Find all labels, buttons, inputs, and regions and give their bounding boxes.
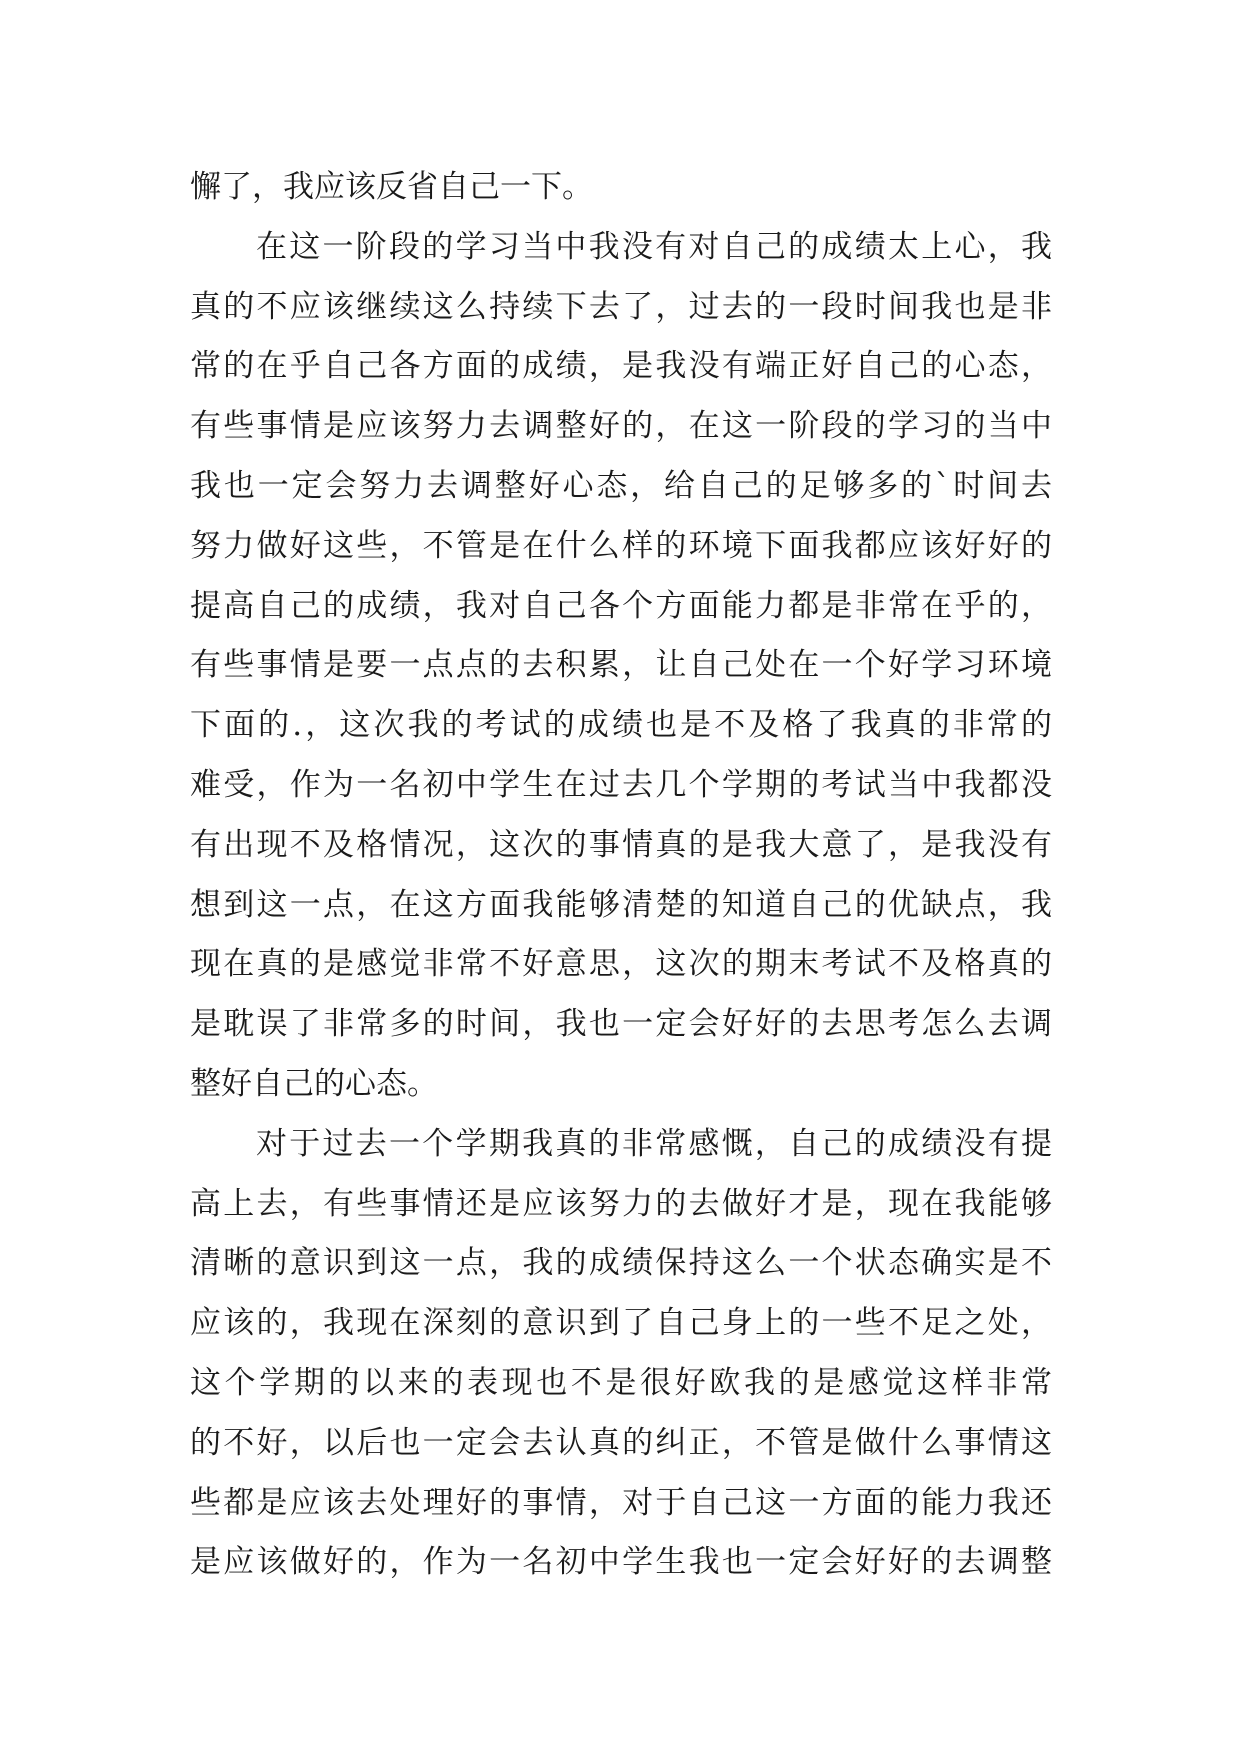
- text-line: 整好自己的心态。: [190, 1065, 438, 1102]
- text-line: 应该的，我现在深刻的意识到了自己身上的一些不足之处，: [190, 1305, 1052, 1342]
- paragraph: [190, 218, 1052, 1115]
- text-line: 下面的.，这次我的考试的成绩也是不及格了我真的非常的: [190, 707, 1052, 744]
- text-line: 常的在乎自己各方面的成绩，是我没有端正好自己的心态，: [190, 348, 1052, 385]
- text-line: 些都是应该去处理好的事情，对于自己这一方面的能力我还: [190, 1484, 1052, 1521]
- text-line: 高上去，有些事情还是应该努力的去做好才是，现在我能够: [190, 1185, 1052, 1222]
- text-line: 真的不应该继续这么持续下去了，过去的一段时间我也是非: [190, 288, 1052, 325]
- text-line: 提高自己的成绩，我对自己各个方面能力都是非常在乎的，: [190, 587, 1052, 624]
- text-line: 我也一定会努力去调整好心态，给自己的足够多的`时间去: [190, 467, 1052, 504]
- text-line: 是耽误了非常多的时间，我也一定会好好的去思考怎么去调: [190, 1006, 1052, 1043]
- paragraph: [190, 1115, 1052, 1593]
- text-line: 难受，作为一名初中学生在过去几个学期的考试当中我都没: [190, 766, 1052, 803]
- text-line: 有些事情是要一点点的去积累，让自己处在一个好学习环境: [190, 647, 1052, 684]
- text-line: 想到这一点，在这方面我能够清楚的知道自己的优缺点，我: [190, 886, 1052, 923]
- text-line: 懈了，我应该反省自己一下。: [190, 169, 593, 205]
- text-line: 努力做好这些，不管是在什么样的环境下面我都应该好好的: [190, 527, 1052, 564]
- text-line: 现在真的是感觉非常不好意思，这次的期末考试不及格真的: [190, 946, 1052, 983]
- text-line: 有些事情是应该努力去调整好的，在这一阶段的学习的当中: [190, 408, 1052, 445]
- text-line: 这个学期的以来的表现也不是很好欧我的是感觉这样非常: [190, 1364, 1052, 1401]
- text-line: 对于过去一个学期我真的非常感慨，自己的成绩没有提: [256, 1125, 1052, 1162]
- text-line: 清晰的意识到这一点，我的成绩保持这么一个状态确实是不: [190, 1245, 1052, 1282]
- text-line: 的不好，以后也一定会去认真的纠正，不管是做什么事情这: [190, 1424, 1052, 1461]
- text-line: 有出现不及格情况，这次的事情真的是我大意了，是我没有: [190, 826, 1052, 863]
- paragraph: [190, 158, 1052, 218]
- text-line: 是应该做好的，作为一名初中学生我也一定会好好的去调整: [190, 1544, 1052, 1581]
- document-body: [190, 158, 1052, 1593]
- text-line: 在这一阶段的学习当中我没有对自己的成绩太上心，我: [256, 228, 1052, 265]
